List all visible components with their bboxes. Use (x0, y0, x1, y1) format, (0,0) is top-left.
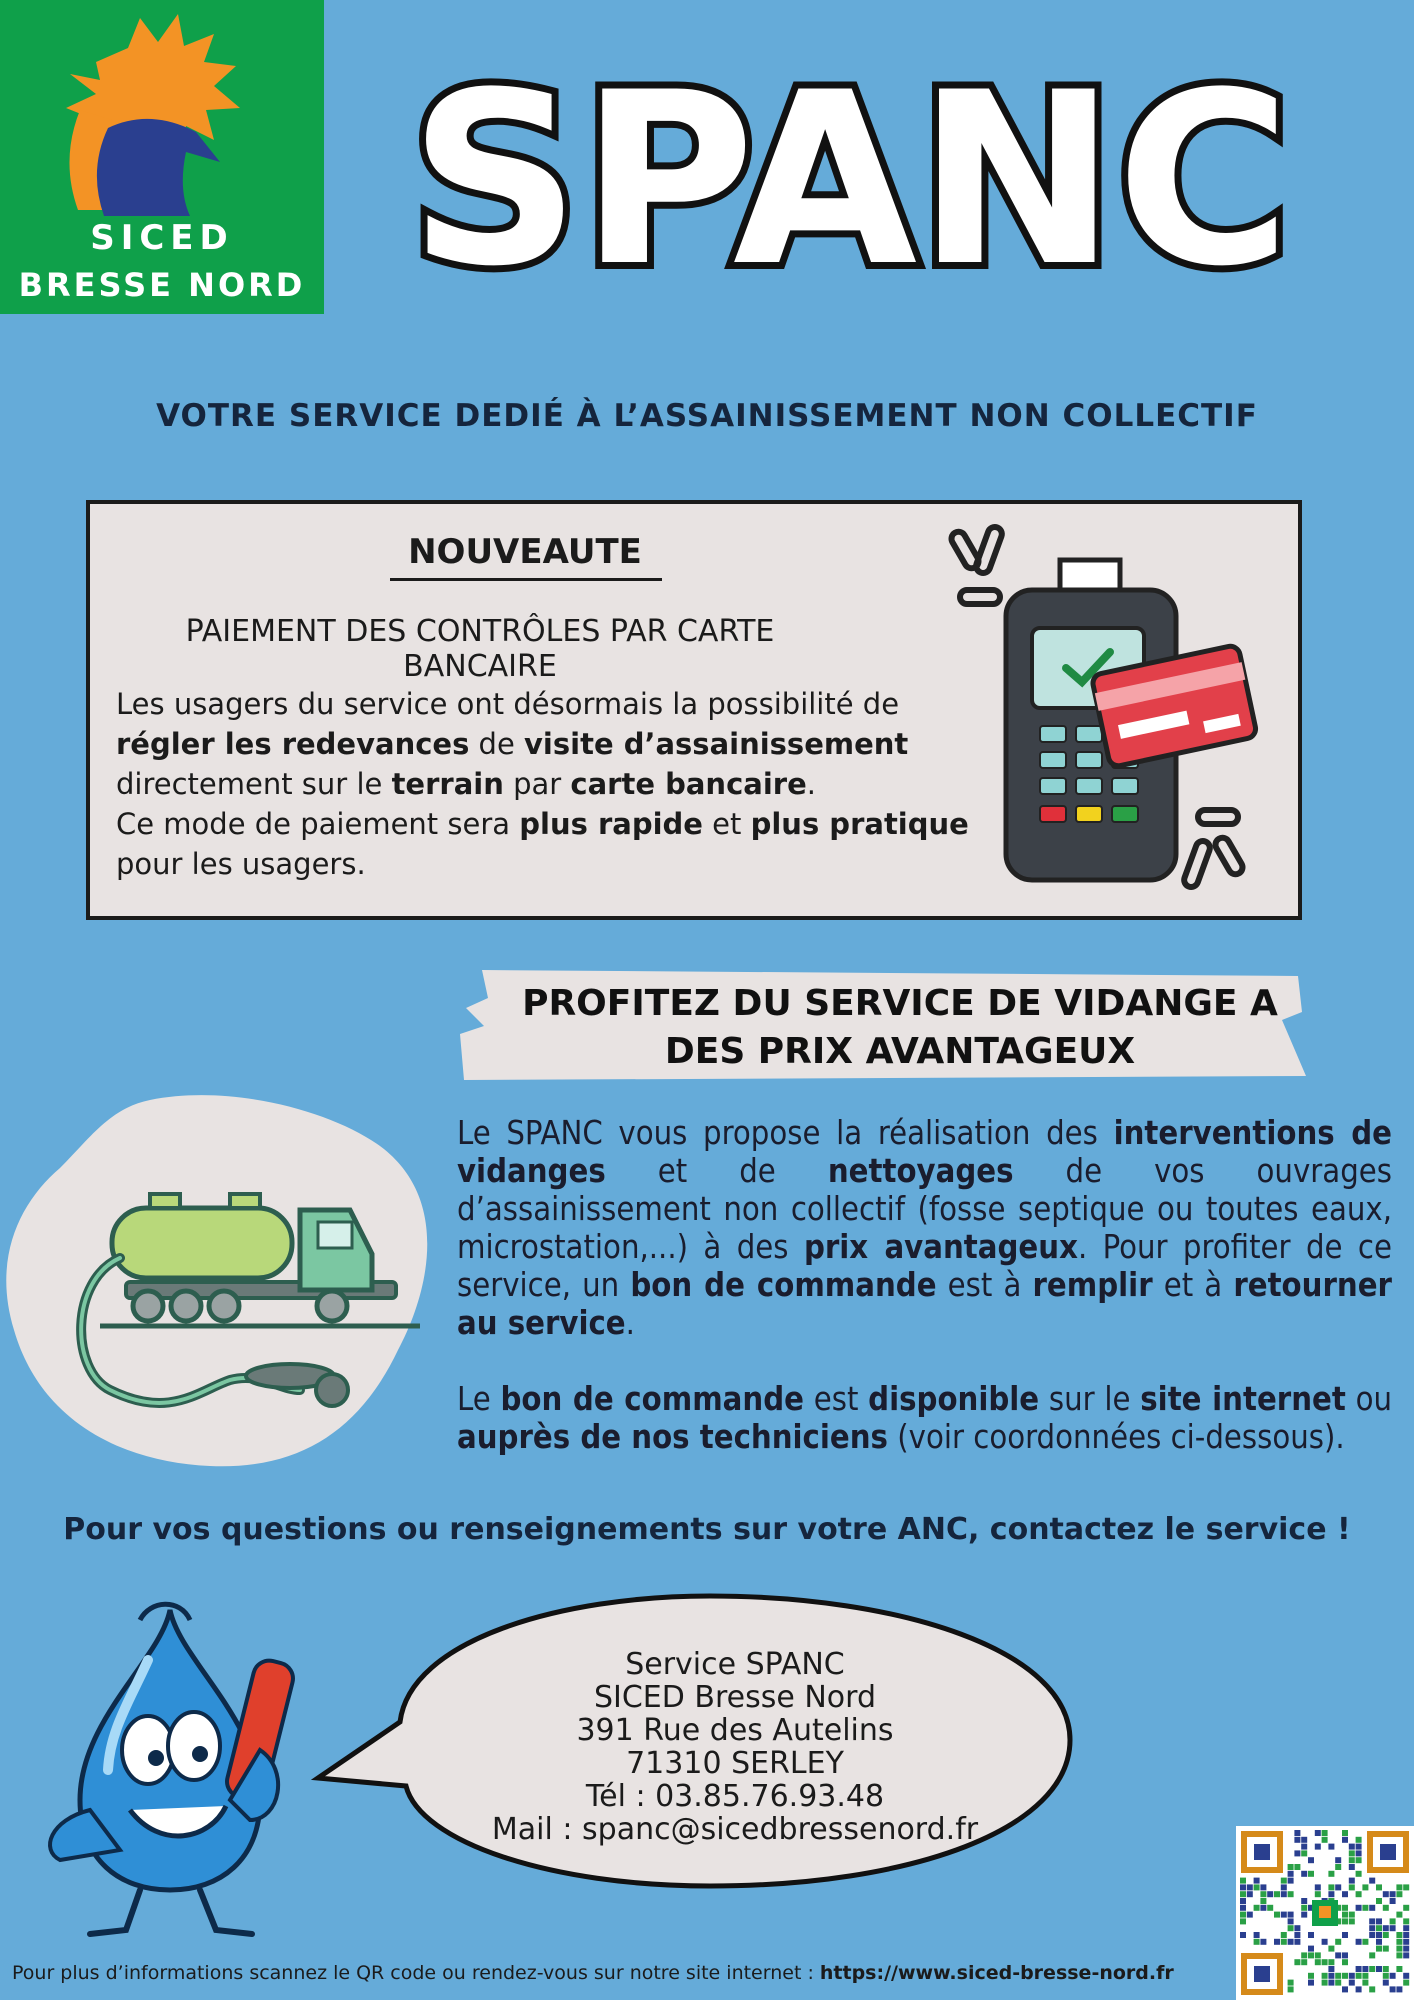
qr-module (1342, 1952, 1348, 1958)
qr-module (1369, 1986, 1375, 1992)
qr-module (1369, 1952, 1375, 1958)
qr-module (1403, 1973, 1409, 1979)
qr-module (1342, 1973, 1348, 1979)
qr-module (1369, 1932, 1375, 1938)
qr-module (1349, 1884, 1355, 1890)
qr-module (1362, 1973, 1368, 1979)
qr-module (1356, 1966, 1362, 1972)
qr-module (1349, 1973, 1355, 1979)
qr-module (1349, 1857, 1355, 1863)
qr-module (1390, 1918, 1396, 1924)
qr-module (1356, 1986, 1362, 1992)
qr-module (1288, 1878, 1294, 1884)
qr-module (1342, 1905, 1348, 1911)
text-span: Le (457, 1380, 501, 1418)
qr-module (1240, 1912, 1246, 1918)
nouveaute-subheading: PAIEMENT DES CONTRÔLES PAR CARTE BANCAIRE (185, 614, 775, 684)
qr-module (1322, 1959, 1328, 1965)
qr-module (1403, 1952, 1409, 1958)
qr-module (1396, 1884, 1402, 1890)
qr-module (1247, 1884, 1253, 1890)
qr-module (1403, 1946, 1409, 1952)
qr-module (1349, 1980, 1355, 1986)
qr-module (1383, 1925, 1389, 1931)
qr-module (1308, 1932, 1314, 1938)
qr-module (1342, 1912, 1348, 1918)
qr-module (1294, 1864, 1300, 1870)
qr-module (1362, 1884, 1368, 1890)
address-line: 391 Rue des Autelins (576, 1713, 894, 1748)
qr-module (1390, 1925, 1396, 1931)
qr-module (1335, 1857, 1341, 1863)
qr-module (1322, 1939, 1328, 1945)
qr-module (1396, 1946, 1402, 1952)
qr-module (1247, 1912, 1253, 1918)
qr-module (1356, 1871, 1362, 1877)
qr-module (1328, 1959, 1334, 1965)
bold-span: régler les redevances (116, 727, 470, 761)
bold-span: plus pratique (750, 807, 969, 841)
qr-module (1267, 1891, 1273, 1897)
qr-module (1301, 1912, 1307, 1918)
qr-module (1328, 1871, 1334, 1877)
qr-module (1349, 1918, 1355, 1924)
qr-module (1396, 1986, 1402, 1992)
qr-module (1308, 1871, 1314, 1877)
qr-module (1349, 1844, 1355, 1850)
qr-module (1308, 1980, 1314, 1986)
qr-module (1383, 1973, 1389, 1979)
qr-module (1403, 1918, 1409, 1924)
qr-module (1240, 1905, 1246, 1911)
qr-module (1294, 1932, 1300, 1938)
vidange-heading-line1: PROFITEZ DU SERVICE DE VIDANGE A (522, 983, 1278, 1024)
qr-module (1288, 1891, 1294, 1897)
qr-module (1322, 1980, 1328, 1986)
bold-span: visite d’assainissement (524, 727, 909, 761)
logo-text-line2: BRESSE NORD (18, 266, 306, 304)
bold-span: nettoyages (827, 1152, 1014, 1190)
qr-module (1376, 1925, 1382, 1931)
qr-code-icon[interactable] (1236, 1826, 1414, 2000)
qr-module (1308, 1857, 1314, 1863)
qr-module (1301, 1844, 1307, 1850)
qr-module (1294, 1959, 1300, 1965)
website-link[interactable]: https://www.siced-bresse-nord.fr (819, 1962, 1174, 1984)
qr-module (1335, 1884, 1341, 1890)
qr-module (1240, 1898, 1246, 1904)
qr-module (1383, 1905, 1389, 1911)
qr-module (1362, 1966, 1368, 1972)
subtitle: VOTRE SERVICE DEDIÉ À L’ASSAINISSEMENT NON COLLECTIF (156, 398, 1258, 434)
text-span: est à (936, 1266, 1033, 1304)
qr-module (1288, 1986, 1294, 1992)
qr-module (1315, 1830, 1321, 1836)
qr-module (1369, 1878, 1375, 1884)
qr-module (1328, 1946, 1334, 1952)
qr-module (1274, 1939, 1280, 1945)
text-span: et (702, 807, 751, 841)
qr-module (1301, 1871, 1307, 1877)
qr-module (1288, 1912, 1294, 1918)
qr-module (1294, 1925, 1300, 1931)
qr-module (1328, 1973, 1334, 1979)
qr-module (1328, 1891, 1334, 1897)
contact-prompt: Pour vos questions ou renseignements sur votre ANC, contactez le service ! (63, 1512, 1351, 1547)
title-text: SPANC (408, 42, 1292, 300)
qr-module (1315, 1891, 1321, 1897)
qr-module (1294, 1850, 1300, 1856)
qr-module (1362, 1905, 1368, 1911)
qr-module (1342, 1830, 1348, 1836)
qr-module (1356, 1857, 1362, 1863)
qr-module (1240, 1891, 1246, 1897)
qr-module (1288, 1980, 1294, 1986)
qr-module (1342, 1986, 1348, 1992)
qr-module (1308, 1973, 1314, 1979)
qr-module (1362, 1980, 1368, 1986)
qr-module (1301, 1905, 1307, 1911)
qr-module (1254, 1884, 1260, 1890)
page-title (400, 40, 1300, 300)
qr-module (1281, 1884, 1287, 1890)
qr-module (1335, 1939, 1341, 1945)
bold-span: bon de commande (630, 1266, 937, 1304)
qr-module (1288, 1864, 1294, 1870)
bold-span: prix avantageux (803, 1228, 1078, 1266)
qr-module (1274, 1912, 1280, 1918)
qr-module (1396, 1939, 1402, 1945)
qr-module (1315, 1884, 1321, 1890)
bold-span: site internet (1140, 1380, 1346, 1418)
qr-module (1396, 1932, 1402, 1938)
septic-truck-icon (0, 1090, 440, 1470)
qr-module (1288, 1871, 1294, 1877)
qr-module (1396, 1966, 1402, 1972)
qr-module (1383, 1891, 1389, 1897)
bold-span: carte bancaire (570, 767, 807, 801)
nouveaute-body (116, 684, 976, 884)
text-span: de (469, 727, 525, 761)
qr-module (1356, 1850, 1362, 1856)
qr-module (1281, 1939, 1287, 1945)
qr-module (1315, 1952, 1321, 1958)
qr-module (1322, 1830, 1328, 1836)
email-address[interactable]: Mail : spanc@sicedbressenord.fr (491, 1812, 979, 1847)
qr-module (1376, 1918, 1382, 1924)
nouveaute-heading: NOUVEAUTE (408, 532, 642, 572)
qr-module (1349, 1864, 1355, 1870)
qr-module (1376, 1932, 1382, 1938)
qr-module (1294, 1837, 1300, 1843)
qr-module (1390, 1973, 1396, 1979)
qr-module (1403, 1905, 1409, 1911)
text-span: par (503, 767, 571, 801)
qr-module (1403, 1884, 1409, 1890)
footer-note (12, 1962, 1232, 1984)
vidange-body (457, 1114, 1392, 1494)
heading-underline (390, 578, 662, 581)
text-span: . Pour profiter de ce service, un (457, 1228, 1392, 1304)
text-span: Le SPANC vous propose la réalisation des (457, 1114, 1114, 1152)
qr-module (1342, 1918, 1348, 1924)
text-span: directement sur le (116, 767, 392, 801)
qr-module (1281, 1878, 1287, 1884)
address-line: 71310 SERLEY (626, 1746, 844, 1781)
qr-module (1281, 1932, 1287, 1938)
qr-module (1356, 1939, 1362, 1945)
qr-module (1396, 1952, 1402, 1958)
text-span: de vos ouvrages d’assainissement non collectif (fosse septique ou toutes eaux, microstation,...) à des (457, 1152, 1392, 1266)
qr-module (1288, 1925, 1294, 1931)
vidange-heading-line2: DES PRIX AVANTAGEUX (664, 1031, 1136, 1072)
qr-module (1254, 1932, 1260, 1938)
qr-module (1342, 1891, 1348, 1897)
qr-module (1260, 1891, 1266, 1897)
qr-module (1369, 1966, 1375, 1972)
qr-module (1356, 1844, 1362, 1850)
qr-module (1369, 1918, 1375, 1924)
address-line: SICED Bresse Nord (593, 1680, 877, 1715)
qr-module (1390, 1898, 1396, 1904)
siced-logo (0, 0, 324, 314)
qr-module (1322, 1837, 1328, 1843)
qr-module (1328, 1844, 1334, 1850)
footer-text: Pour plus d’informations scannez le QR code ou rendez-vous sur notre site internet : (12, 1962, 820, 1984)
qr-module (1322, 1973, 1328, 1979)
qr-module (1254, 1939, 1260, 1945)
water-drop-mascot-icon (30, 1600, 330, 1940)
qr-module (1376, 1939, 1382, 1945)
qr-module (1403, 1980, 1409, 1986)
qr-module (1301, 1837, 1307, 1843)
qr-module (1281, 1912, 1287, 1918)
address-line: Service SPANC (625, 1647, 845, 1682)
qr-module (1240, 1878, 1246, 1884)
bold-span: retourner au service (457, 1266, 1392, 1342)
qr-module (1274, 1891, 1280, 1897)
qr-module (1390, 1986, 1396, 1992)
qr-module (1342, 1932, 1348, 1938)
qr-module (1328, 1884, 1334, 1890)
bold-span: bon de commande (500, 1380, 804, 1418)
bold-span: remplir (1032, 1266, 1153, 1304)
text-span: Les usagers du service ont désormais la possibilité de (116, 687, 900, 721)
text-span: sur le (1039, 1380, 1141, 1418)
qr-module (1335, 1864, 1341, 1870)
vidange-paragraph-2 (457, 1380, 1392, 1456)
qr-module (1301, 1850, 1307, 1856)
qr-module (1342, 1837, 1348, 1843)
qr-module (1240, 1884, 1246, 1890)
qr-module (1294, 1830, 1300, 1836)
qr-module (1254, 1878, 1260, 1884)
bold-span: terrain (391, 767, 504, 801)
qr-module (1349, 1912, 1355, 1918)
qr-module (1240, 1932, 1246, 1938)
qr-module (1396, 1912, 1402, 1918)
qr-module (1403, 1932, 1409, 1938)
qr-module (1383, 1932, 1389, 1938)
qr-module (1349, 1878, 1355, 1884)
qr-module (1376, 1898, 1382, 1904)
vidange-paragraph-1 (457, 1114, 1392, 1342)
qr-module (1328, 1966, 1334, 1972)
qr-module (1335, 1973, 1341, 1979)
text-span: ou (1345, 1380, 1392, 1418)
qr-module (1260, 1905, 1266, 1911)
text-span: Ce mode de paiement sera (116, 807, 520, 841)
text-span: . (806, 767, 816, 801)
qr-module (1356, 1973, 1362, 1979)
qr-module (1396, 1891, 1402, 1897)
qr-module (1356, 1905, 1362, 1911)
qr-module (1260, 1939, 1266, 1945)
text-span: . (625, 1304, 635, 1342)
text-span: est (803, 1380, 869, 1418)
bold-span: plus rapide (519, 807, 703, 841)
qr-module (1315, 1959, 1321, 1965)
qr-module (1356, 1837, 1362, 1843)
qr-module (1260, 1898, 1266, 1904)
logo-text-line1: SICED (90, 218, 234, 258)
text-span: et de (605, 1152, 828, 1190)
qr-module (1376, 1966, 1382, 1972)
bold-span: disponible (868, 1380, 1040, 1418)
qr-module (1376, 1884, 1382, 1890)
qr-module (1403, 1939, 1409, 1945)
qr-module (1376, 1946, 1382, 1952)
qr-module (1301, 1959, 1307, 1965)
vidange-heading (500, 980, 1300, 1076)
qr-module (1383, 1966, 1389, 1972)
qr-module (1294, 1939, 1300, 1945)
qr-module (1328, 1980, 1334, 1986)
bold-span: auprès de nos techniciens (457, 1418, 888, 1456)
qr-module (1315, 1844, 1321, 1850)
qr-module (1335, 1952, 1341, 1958)
qr-module (1362, 1939, 1368, 1945)
text-span: et à (1152, 1266, 1234, 1304)
qr-module (1403, 1925, 1409, 1931)
qr-module (1335, 1980, 1341, 1986)
qr-module (1369, 1925, 1375, 1931)
qr-module (1383, 1980, 1389, 1986)
qr-module (1260, 1884, 1266, 1890)
payment-terminal-icon (940, 510, 1280, 895)
qr-module (1240, 1918, 1246, 1924)
qr-module (1288, 1939, 1294, 1945)
qr-module (1267, 1905, 1273, 1911)
qr-module (1308, 1946, 1314, 1952)
text-span: pour les usagers. (116, 847, 366, 881)
qr-module (1390, 1891, 1396, 1897)
qr-module (1288, 1918, 1294, 1924)
qr-module (1281, 1891, 1287, 1897)
qr-module (1247, 1891, 1253, 1897)
qr-module (1254, 1905, 1260, 1911)
qr-module (1383, 1946, 1389, 1952)
qr-module (1356, 1891, 1362, 1897)
qr-module (1301, 1898, 1307, 1904)
phone-number[interactable]: Tél : 03.85.76.93.48 (585, 1779, 885, 1814)
qr-module (1349, 1850, 1355, 1856)
qr-module (1342, 1959, 1348, 1965)
contact-address (470, 1648, 1000, 1846)
qr-module (1369, 1905, 1375, 1911)
qr-module (1308, 1952, 1314, 1958)
text-span: (voir coordonnées ci-dessous). (887, 1418, 1345, 1456)
qr-module (1301, 1952, 1307, 1958)
bold-span: interventions de vidanges (457, 1114, 1392, 1190)
